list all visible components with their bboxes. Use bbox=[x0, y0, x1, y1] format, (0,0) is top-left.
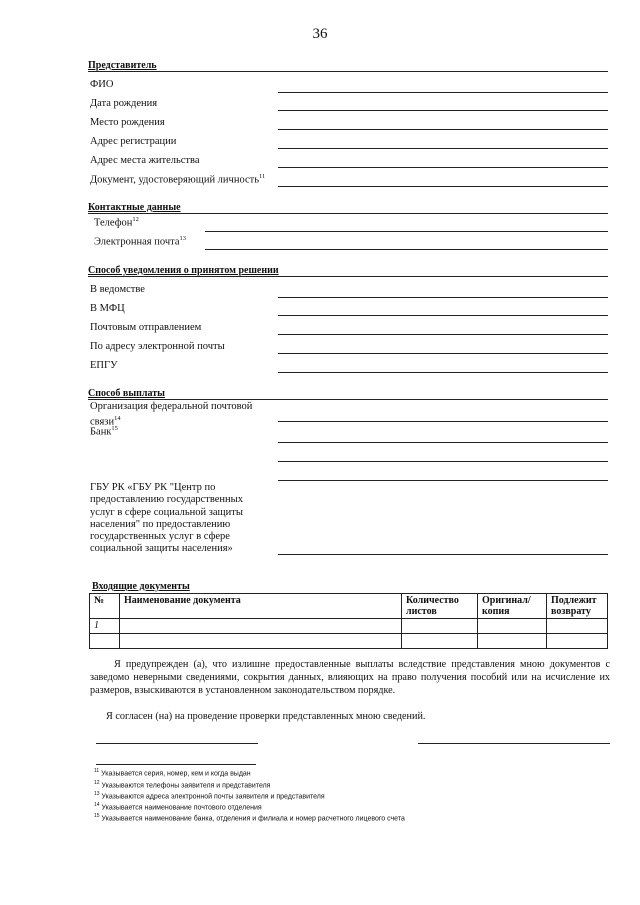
payment-postal-input-line[interactable] bbox=[278, 421, 608, 422]
section-divider bbox=[88, 71, 608, 72]
footnote-separator bbox=[96, 764, 256, 765]
birth-date-input-line[interactable] bbox=[278, 110, 608, 111]
warning-statement: Я предупрежден (а), что излишне предоставленные выплаты вследствие представления мною документов с заведомо неверными сведениями, сокрытия данных, влияющих на право получения пособий или на исчисление их размеров, взыскиваются в установленном законодательством порядке. bbox=[90, 659, 610, 696]
table-cell[interactable] bbox=[478, 634, 547, 649]
section-title-documents: Входящие документы bbox=[92, 581, 190, 592]
table-cell[interactable] bbox=[90, 634, 120, 649]
notification-email-input-line[interactable] bbox=[278, 353, 608, 354]
field-label-fio: ФИО bbox=[90, 79, 114, 90]
footnote-11: $^{11}$ Указывается серия, номер, кем и когда выдан bbox=[94, 768, 251, 778]
table-cell[interactable] bbox=[402, 634, 478, 649]
section-title-representative: Представитель bbox=[88, 60, 157, 71]
footnote-14: $^{14}$ Указывается наименование почтового отделения bbox=[94, 802, 262, 812]
payment-bank-input-line-2[interactable] bbox=[278, 461, 608, 462]
field-label-birth-place: Место рождения bbox=[90, 117, 165, 128]
date-signature-line[interactable] bbox=[96, 743, 258, 744]
table-row bbox=[90, 634, 608, 649]
notification-option-mail: Почтовым отправлением bbox=[90, 322, 202, 333]
footnote-15: $^{15}$ Указывается наименование банка, отделения и филиала и номер расчетного лицевого счета bbox=[94, 813, 405, 823]
column-header-number: № bbox=[90, 594, 120, 619]
section-divider bbox=[88, 276, 608, 277]
field-label-identity-document: Документ, удостоверяющий личность$^{11}$ bbox=[90, 173, 266, 186]
section-title-payment: Способ выплаты bbox=[88, 388, 165, 399]
table-header-row bbox=[90, 594, 608, 619]
table-cell[interactable]: 1 bbox=[90, 619, 120, 634]
payment-option-postal: Организация федеральной почтовой связи$^{14}$ bbox=[90, 401, 253, 428]
registration-address-input-line[interactable] bbox=[278, 148, 608, 149]
column-header-return: Подлежит возврату bbox=[547, 594, 608, 619]
payment-option-gbu: ГБУ РК «ГБУ РК "Центр по предоставлению государственных услуг в сфере социальной защиты населения" по предоставлению государственных услуг в сфере социальной защиты населения» bbox=[90, 482, 243, 555]
consent-statement: Я согласен (на) на проведение проверки представленных мною сведений. bbox=[106, 711, 426, 722]
birth-place-input-line[interactable] bbox=[278, 129, 608, 130]
section-divider bbox=[88, 213, 608, 214]
email-input-line[interactable] bbox=[205, 249, 608, 250]
field-label-birth-date: Дата рождения bbox=[90, 98, 158, 109]
footnote-12: $^{12}$ Указываются телефоны заявителя и представителя bbox=[94, 780, 271, 790]
notification-option-email: По адресу электронной почты bbox=[90, 341, 225, 352]
section-title-contacts: Контактные данные bbox=[88, 202, 181, 213]
payment-bank-input-line[interactable] bbox=[278, 442, 608, 443]
table-cell[interactable] bbox=[478, 619, 547, 634]
section-title-notification: Способ уведомления о принятом решении bbox=[88, 265, 279, 276]
payment-bank-input-line-3[interactable] bbox=[278, 480, 608, 481]
notification-option-mfc: В МФЦ bbox=[90, 303, 125, 314]
field-label-email: Электронная почта$^{13}$ bbox=[94, 235, 186, 248]
section-divider bbox=[88, 399, 608, 400]
table-cell[interactable] bbox=[120, 634, 402, 649]
table-cell[interactable] bbox=[402, 619, 478, 634]
documents-table bbox=[89, 593, 608, 649]
payment-gbu-input-line[interactable] bbox=[278, 554, 608, 555]
column-header-original-copy: Оригинал/ копия bbox=[478, 594, 547, 619]
notification-option-agency: В ведомстве bbox=[90, 284, 145, 295]
table-cell[interactable] bbox=[547, 634, 608, 649]
page-number: 36 bbox=[312, 26, 328, 42]
table-cell[interactable] bbox=[547, 619, 608, 634]
field-label-phone: Телефон$^{12}$ bbox=[94, 216, 139, 229]
notification-epgu-input-line[interactable] bbox=[278, 372, 608, 373]
table-cell[interactable] bbox=[120, 619, 402, 634]
notification-mfc-input-line[interactable] bbox=[278, 315, 608, 316]
footnote-13: $^{13}$ Указываются адреса электронной почты заявителя и представителя bbox=[94, 791, 325, 801]
payment-option-bank: Банк$^{15}$ bbox=[90, 425, 118, 438]
phone-input-line[interactable] bbox=[205, 231, 608, 232]
identity-document-input-line[interactable] bbox=[278, 186, 608, 187]
residence-address-input-line[interactable] bbox=[278, 167, 608, 168]
field-label-residence-address: Адрес места жительства bbox=[90, 155, 200, 166]
fio-input-line[interactable] bbox=[278, 92, 608, 93]
field-label-registration-address: Адрес регистрации bbox=[90, 136, 177, 147]
table-row bbox=[90, 619, 608, 634]
notification-option-epgu: ЕПГУ bbox=[90, 360, 118, 371]
signature-line[interactable] bbox=[418, 743, 610, 744]
column-header-document-name: Наименование документа bbox=[120, 594, 402, 619]
column-header-sheet-count: Количество листов bbox=[402, 594, 478, 619]
notification-mail-input-line[interactable] bbox=[278, 334, 608, 335]
notification-agency-input-line[interactable] bbox=[278, 297, 608, 298]
